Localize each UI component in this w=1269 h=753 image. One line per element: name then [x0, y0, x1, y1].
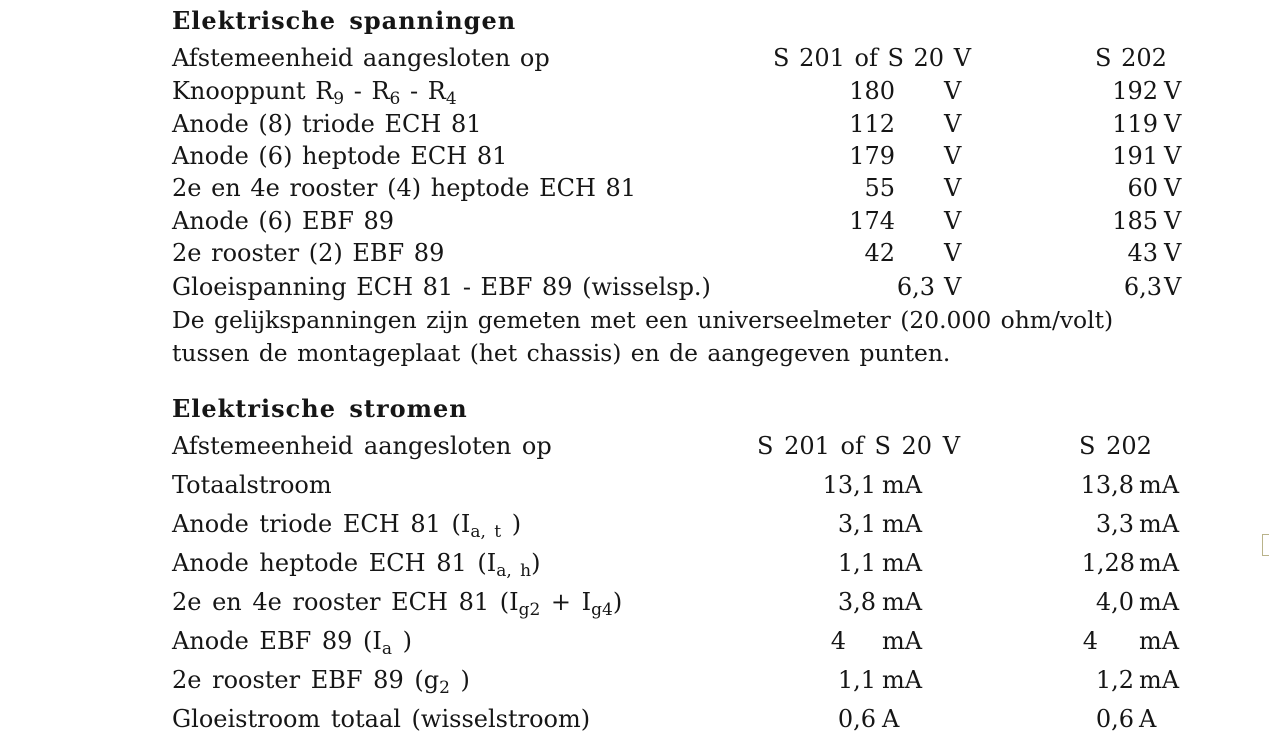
- value-col1: 0,6: [837, 705, 876, 733]
- value-col2: 3,3: [1095, 510, 1134, 538]
- row-label: 2e en 4e rooster ECH 81 $(I_{g2} + I_{g4})$: [172, 588, 623, 620]
- unit-col2: mA: [1139, 549, 1180, 577]
- value-col2: 13,8: [1080, 471, 1134, 499]
- table-row: [0, 587, 1269, 619]
- value-col1: 1,1: [837, 666, 876, 694]
- row-label: Anode (8) triode ECH 81: [172, 110, 482, 138]
- row-label: Anode (6) EBF 89: [172, 207, 395, 235]
- unit-col2: mA: [1139, 588, 1180, 616]
- unit-col2: V: [1164, 110, 1182, 138]
- row-label: 2e en 4e rooster (4) heptode ECH 81: [172, 174, 637, 202]
- table-header: [0, 43, 1269, 75]
- value-col1: 3,8: [837, 588, 876, 616]
- table-row: [0, 665, 1269, 697]
- table-row: [0, 272, 1269, 304]
- table-row: [0, 704, 1269, 736]
- value-col2: 60: [1127, 174, 1158, 202]
- unit-col1: V: [944, 77, 962, 105]
- unit-col2: mA: [1139, 471, 1180, 499]
- row-label: Gloeispanning ECH 81 - EBF 89 (wisselsp.): [172, 273, 711, 301]
- value-col1: 180: [849, 77, 895, 105]
- table-row: [0, 548, 1269, 580]
- value-col1: 3,1: [837, 510, 876, 538]
- unit-col2: V: [1164, 142, 1182, 170]
- unit-col1: mA: [882, 588, 923, 616]
- value-col2: 191: [1112, 142, 1158, 170]
- value-col2: 1,2: [1095, 666, 1134, 694]
- unit-col1: mA: [882, 627, 923, 655]
- unit-col1: V: [944, 174, 962, 202]
- unit-col2: A: [1139, 705, 1157, 733]
- value-col1: 6,3: [896, 273, 935, 301]
- table-row: [0, 470, 1269, 502]
- header-col2: S 202: [1095, 44, 1167, 72]
- table-row: [0, 173, 1269, 205]
- value-col2: 1,28: [1081, 549, 1135, 577]
- unit-col2: mA: [1139, 627, 1180, 655]
- table-row: [0, 109, 1269, 141]
- unit-col1: V: [944, 239, 962, 267]
- header-col1: S 201 of S 20 V: [773, 44, 972, 72]
- heading-currents: Elektrische stromen: [172, 394, 468, 423]
- unit-col1: mA: [882, 471, 923, 499]
- row-label: 2e rooster (2) EBF 89: [172, 239, 445, 267]
- unit-col2: V: [1164, 273, 1182, 301]
- value-col1: 112: [849, 110, 895, 138]
- header-label: Afstemeenheid aangesloten op: [172, 432, 552, 460]
- value-col1: 1,1: [837, 549, 876, 577]
- unit-col1: mA: [882, 666, 923, 694]
- heading-voltages: Elektrische spanningen: [172, 6, 517, 35]
- unit-col2: mA: [1139, 666, 1180, 694]
- table-row: [0, 141, 1269, 173]
- value-col2: 43: [1127, 239, 1158, 267]
- row-label: Anode EBF 89 ($I_a$ ): [172, 627, 413, 659]
- table-row: [0, 509, 1269, 541]
- note-line-1: De gelijkspanningen zijn gemeten met een universeelmeter (20.000 ohm/volt): [172, 306, 1114, 334]
- note-line-2: tussen de montageplaat (het chassis) en de aangegeven punten.: [172, 339, 951, 367]
- table-header: [0, 431, 1269, 463]
- value-col1: 4: [830, 627, 846, 655]
- value-col1: 179: [849, 142, 895, 170]
- table-row: [0, 206, 1269, 238]
- value-col2: 6,3: [1123, 273, 1162, 301]
- unit-col1: V: [944, 207, 962, 235]
- row-label: Anode (6) heptode ECH 81: [172, 142, 508, 170]
- value-col2: 192: [1112, 77, 1158, 105]
- unit-col2: V: [1164, 207, 1182, 235]
- value-col2: 0,6: [1095, 705, 1134, 733]
- edge-bracket-mark: [1262, 534, 1269, 556]
- unit-col2: mA: [1139, 510, 1180, 538]
- table-row: [0, 238, 1269, 270]
- row-label: Totaalstroom: [172, 471, 332, 499]
- value-col1: 174: [849, 207, 895, 235]
- row-label: Knooppunt $R_9 - R_6 - R_4$: [172, 77, 457, 109]
- unit-col2: V: [1164, 77, 1182, 105]
- value-col1: 55: [864, 174, 895, 202]
- value-col2: 119: [1112, 110, 1158, 138]
- value-col2: 4,0: [1095, 588, 1134, 616]
- value-col2: 185: [1112, 207, 1158, 235]
- unit-col1: V: [944, 142, 962, 170]
- value-col2: 4: [1082, 627, 1098, 655]
- unit-col1: V: [944, 273, 962, 301]
- table-row: [0, 76, 1269, 108]
- table-row: [0, 626, 1269, 658]
- header-col2: S 202: [1079, 432, 1152, 460]
- row-label: Anode triode ECH 81 ($I_{a, t}$ ): [172, 510, 522, 542]
- row-label: Anode heptode ECH 81 $(I_{a, h})$: [172, 549, 541, 581]
- unit-col1: mA: [882, 549, 923, 577]
- value-col1: 13,1: [822, 471, 876, 499]
- header-label: Afstemeenheid aangesloten op: [172, 44, 550, 72]
- unit-col1: A: [882, 705, 900, 733]
- row-label: 2e rooster EBF 89 ($g_2$ ): [172, 666, 470, 698]
- header-col1: S 201 of S 20 V: [757, 432, 961, 460]
- value-col1: 42: [864, 239, 895, 267]
- unit-col2: V: [1164, 239, 1182, 267]
- unit-col1: mA: [882, 510, 923, 538]
- unit-col2: V: [1164, 174, 1182, 202]
- unit-col1: V: [944, 110, 962, 138]
- row-label: Gloeistroom totaal (wisselstroom): [172, 705, 591, 733]
